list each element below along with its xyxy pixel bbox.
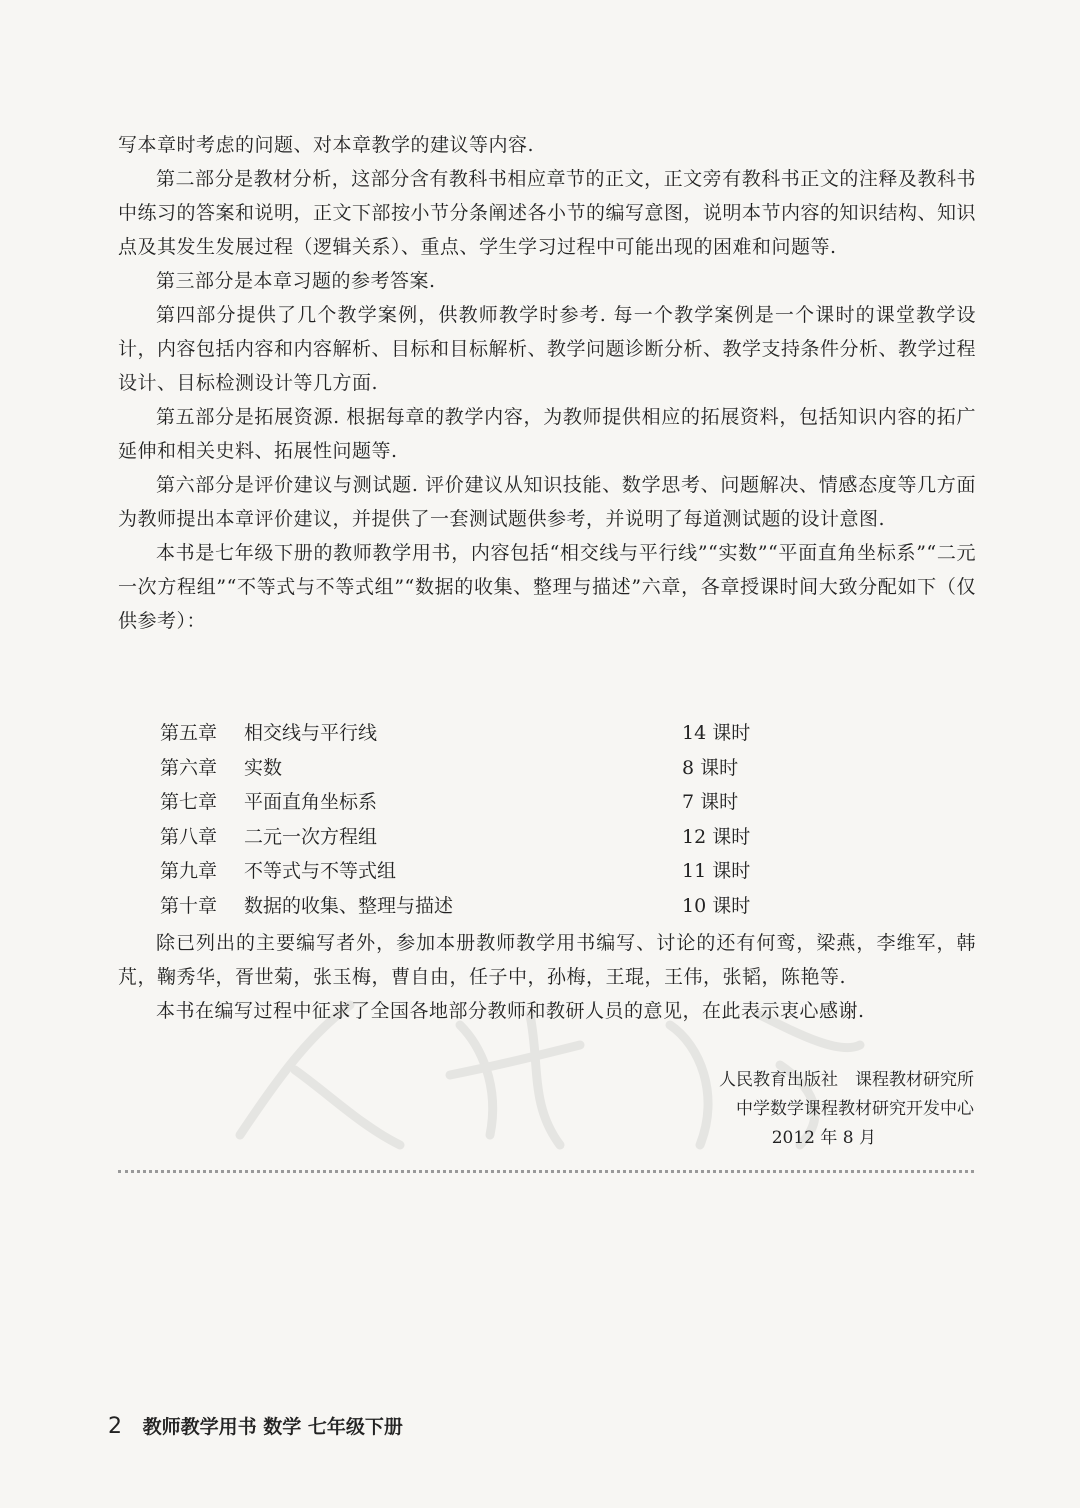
chapter-number: 第十章 — [160, 894, 218, 917]
chapter-row — [160, 716, 800, 751]
chapter-title: 相交线与平行线 — [244, 722, 378, 744]
chapter-row — [160, 854, 800, 889]
chapter-row — [160, 751, 800, 786]
chapter-number: 第七章 — [160, 791, 218, 813]
chapter-number: 第六章 — [160, 756, 218, 779]
chapter-title: 平面直角坐标系 — [244, 791, 378, 813]
paragraph-continuation: 写本章时考虑的问题、对本章教学的建议等内容. — [118, 134, 535, 156]
page-number: 2 — [108, 1414, 122, 1439]
paragraph-part-two: 第二部分是教材分析，这部分含有教科书相应章节的正文，正文旁有教科书正文的注释及教科书中练习的答案和说明，正文下部按小节分条阐述各小节的编写意图，说明本节内容的知识结构、知识点及其发生发展过程（逻辑关系）、重点、学生学习过程中可能出现的困难和问题等. — [118, 168, 977, 258]
paragraph-book-contents: 本书是七年级下册的教师教学用书，内容包括“相交线与平行线”“实数”“平面直角坐标系”“二元一次方程组”“不等式与不等式组”“数据的收集、整理与描述”六章，各章授课时间大致分配如下（仅供参考）： — [118, 542, 976, 632]
publisher-line: 人民教育出版社 课程教材研究所 — [719, 1070, 974, 1090]
body-text — [118, 128, 976, 638]
chapter-row — [160, 785, 800, 820]
chapter-row — [160, 889, 800, 924]
chapter-title: 二元一次方程组 — [244, 825, 378, 848]
paragraph-thanks: 本书在编写过程中征求了全国各地部分教师和教研人员的意见，在此表示衷心感谢. — [156, 1000, 865, 1022]
chapter-title: 实数 — [244, 756, 283, 779]
acknowledgements — [118, 926, 976, 1028]
page-footer — [108, 1412, 403, 1439]
chapter-hours: 14 课时 — [682, 722, 751, 744]
paragraph-contributors: 除已列出的主要编写者外，参加本册教师教学用书编写、讨论的还有何鸾，梁燕，李维军，韩芃，鞠秀华，胥世菊，张玉梅，曹自由，任子中，孙梅，王琨，王伟，张韬，陈艳等. — [118, 932, 976, 988]
paragraph-part-three: 第三部分是本章习题的参考答案. — [156, 270, 436, 292]
chapter-row — [160, 820, 800, 855]
paragraph-part-four: 第四部分提供了几个教学案例，供教师教学时参考. 每一个教学案例是一个课时的课堂教学设计，内容包括内容和内容解析、目标和目标解析、教学问题诊断分析、教学支持条件分析、教学过程设计、目标检测设计等几方面. — [118, 304, 977, 394]
chapter-title: 数据的收集、整理与描述 — [244, 894, 454, 917]
chapter-hours: 11 课时 — [682, 860, 751, 882]
chapter-hours: 7 课时 — [682, 791, 739, 813]
chapter-hours: 10 课时 — [682, 894, 751, 917]
research-center-line: 中学数学课程教材研究开发中心 — [736, 1099, 974, 1119]
chapter-number: 第九章 — [160, 860, 218, 882]
book-title: 教师教学用书 数学 七年级下册 — [142, 1416, 403, 1438]
chapter-hours: 12 课时 — [682, 825, 751, 848]
signature-block — [719, 1066, 974, 1153]
chapter-title: 不等式与不等式组 — [244, 860, 397, 882]
paragraph-part-six: 第六部分是评价建议与测试题. 评价建议从知识技能、数学思考、问题解决、情感态度等几方面为教师提出本章评价建议，并提供了一套测试题供参考，并说明了每道测试题的设计意图. — [118, 474, 976, 530]
paragraph-part-five: 第五部分是拓展资源. 根据每章的教学内容，为教师提供相应的拓展资料，包括知识内容的拓广延伸和相关史料、拓展性问题等. — [118, 406, 976, 462]
chapter-hours: 8 课时 — [682, 756, 739, 779]
chapter-number: 第五章 — [160, 722, 218, 744]
chapter-schedule — [160, 716, 800, 923]
dotted-divider — [118, 1170, 974, 1173]
signature-date: 2012 年 8 月 — [771, 1128, 876, 1148]
chapter-number: 第八章 — [160, 825, 218, 848]
